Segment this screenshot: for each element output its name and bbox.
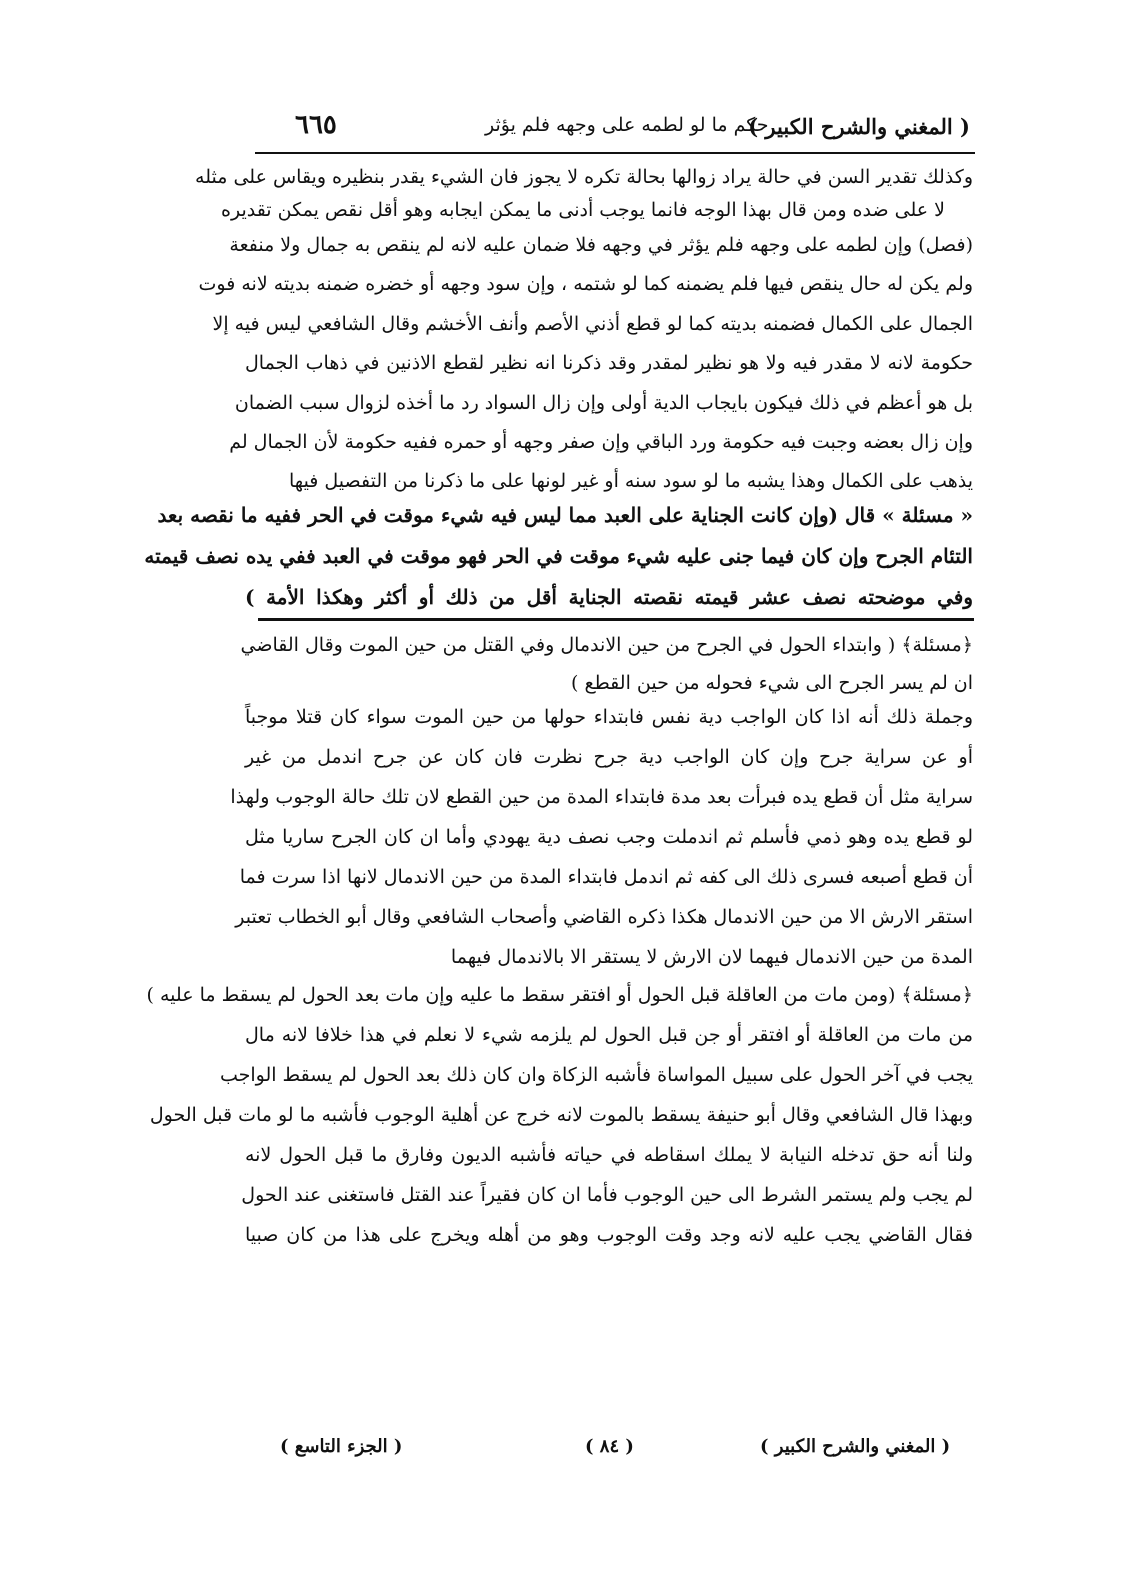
text-line: يجب في آخر الحول على سبيل المواساة فأشبه الزكاة وان كان ذلك بعد الحول لم يسقط الواجب (219, 1064, 973, 1086)
text-line: ﴿مسئلة﴾ (ومن مات من العاقلة قبل الحول أو افتقر سقط ما عليه وإن مات بعد الحول لم يسقط ما عليه ) (146, 984, 973, 1006)
text-line: ﴿مسئلة﴾ ( وابتداء الحول في الجرح من حين الاندمال وفي القتل من حين الموت وقال القاضي (240, 634, 973, 656)
page-number: ٦٦٥ (295, 110, 337, 140)
text-line: وبهذا قال الشافعي وقال أبو حنيفة يسقط بالموت لانه خرج عن أهلية الوجوب فأشبه ما لو مات قبل الحول (149, 1104, 973, 1126)
text-line: ولم يكن له حال ينقص فيها فلم يضمنه كما لو شتمه ، وإن سود وجهه أو خضره ضمنه بديته لانه فوت (198, 273, 973, 295)
footer-book-title: ( المغني والشرح الكبير ) (760, 1436, 951, 1457)
text-line: الجمال على الكمال فضمنه بديته كما لو قطع أذني الأصم وأنف الأخشم وقال الشافعي ليس فيه إلا (212, 313, 973, 335)
text-line: يذهب على الكمال وهذا يشبه ما لو سود سنه أو غير لونها على ما ذكرنا من التفصيل فيها (289, 470, 973, 492)
text-line: وفي موضحته نصف عشر قيمته نقصته الجناية أقل من ذلك أو أكثر وهكذا الأمة ) (245, 585, 973, 609)
text-line: حكومة لانه لا مقدر فيه ولا هو نظير لمقدر وقد ذكرنا انه نظير لقطع الاذنين في ذهاب الجمال (245, 352, 973, 374)
text-line: « مسئلة » قال (وإن كانت الجناية على العبد مما ليس فيه شيء موقت في الحر ففيه ما نقصه بعد (157, 503, 973, 527)
text-line: لا على ضده ومن قال بهذا الوجه فانما يوجب أدنى ما يمكن ايجابه وهو أقل نقص يمكن تقديره (221, 199, 945, 221)
text-line: ان لم يسر الجرح الى شيء فحوله من حين القطع ) (571, 672, 973, 694)
footer-volume: ( الجزء التاسع ) (280, 1436, 403, 1457)
text-line: وإن زال بعضه وجبت فيه حكومة ورد الباقي وإن صفر وجهه أو حمره ففيه حكومة لأن الجمال لم (229, 431, 973, 453)
page-header (250, 108, 970, 154)
section-heading: حكم ما لو لطمه على وجهه فلم يؤثر (485, 114, 769, 136)
text-line: ولنا أنه حق تدخله النيابة لا يملك اسقاطه في حياته فأشبه الديون وفارق ما قبل الحول لانه (245, 1144, 973, 1166)
text-line: المدة من حين الاندمال فيهما لان الارش لا يستقر الا بالاندمال فيهما (450, 946, 973, 968)
text-line: أو عن سراية جرح وإن كان الواجب دية جرح نظرت فان كان عن جرح اندمل من غير (245, 746, 973, 768)
text-line: من مات من العاقلة أو افتقر أو جن قبل الحول لم يلزمه شيء لا نعلم في هذا خلافا لانه مال (245, 1024, 973, 1046)
text-line: بل هو أعظم في ذلك فيكون بايجاب الدية أولى وإن زال السواد رد ما أخذه لزوال سبب الضمان (234, 392, 973, 414)
text-line: وكذلك تقدير السن في حالة يراد زوالها بحالة تكره لا يجوز فان الشيء يقدر بنظيره ويقاس على مثله (195, 166, 973, 188)
text-line: التئام الجرح وإن كان فيما جنى عليه شيء موقت في الحر فهو موقت في العبد ففي يده نصف قيمته (144, 544, 973, 568)
text-line: سراية مثل أن قطع يده فبرأت بعد مدة فابتداء المدة من حين القطع لان تلك حالة الوجوب ولهذا (230, 786, 973, 808)
running-title: ( المغني والشرح الكبير ) (748, 114, 970, 139)
text-line: استقر الارش الا من حين الاندمال هكذا ذكره القاضي وأصحاب الشافعي وقال أبو الخطاب تعتبر (235, 906, 973, 928)
text-line: فقال القاضي يجب عليه لانه وجد وقت الوجوب وهو من أهله ويخرج على هذا من كان صبيا (245, 1224, 973, 1246)
text-line: لو قطع يده وهو ذمي فأسلم ثم اندملت وجب نصف دية يهودي وأما ان كان الجرح ساريا مثل (245, 826, 973, 848)
text-line: أن قطع أصبعه فسرى ذلك الى كفه ثم اندمل فابتداء المدة من حين الاندمال لانها اذا سرت فما (239, 866, 973, 888)
text-line: (فصل) وإن لطمه على وجهه فلم يؤثر في وجهه فلا ضمان عليه لانه لم ينقص به جمال ولا منفعة (229, 234, 973, 256)
header-rule (255, 152, 975, 154)
footer-sequence-number: ( ٨٤ ) (585, 1436, 634, 1457)
section-rule (258, 618, 974, 621)
text-line: لم يجب ولم يستمر الشرط الى حين الوجوب فأما ان كان فقيراً عند القتل فاستغنى عند الحول (241, 1184, 973, 1206)
text-line: وجملة ذلك أنه اذا كان الواجب دية نفس فابتداء حولها من حين الموت سواء كان قتلا موجباً (245, 706, 973, 728)
